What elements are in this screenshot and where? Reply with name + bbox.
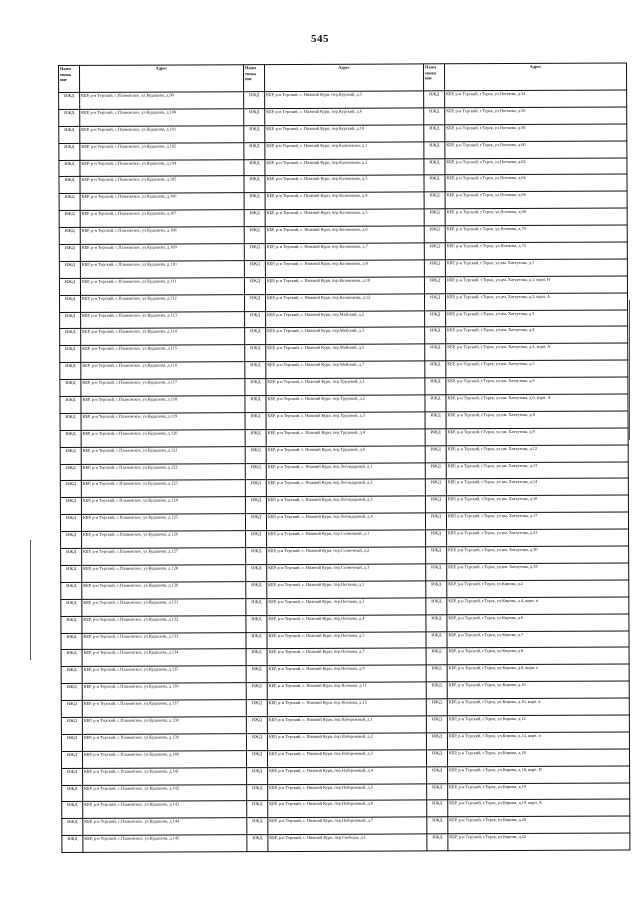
address-cell: КБР, р-н Терский, г.Терек, ул.Кирова, д.10: [447, 681, 629, 699]
object-type-cell: ИЖД: [61, 684, 82, 701]
address-cell: КБР, р-н Терский, г.Терек, ул.Кирова, д.10, корп. в: [447, 698, 629, 716]
object-type-cell: ИЖД: [59, 228, 80, 245]
address-cell: КБР, р-н Терский, с. Нижний Курп, пер.Трудовой, д.1: [266, 378, 425, 396]
address-cell: КБР, р-н Терский, с. Нижний Курп, пер.Легендарный, д.1: [266, 462, 425, 480]
object-type-cell: ИЖД: [425, 310, 446, 327]
object-type-cell: ИЖД: [424, 108, 445, 125]
address-cell: КБР, р-н Терский, с.Плановское, ул.Кудашева, д.140: [82, 750, 246, 768]
address-cell: КБР, р-н Терский, г.Терек, ул.им. Хатхутова, д.30: [447, 546, 629, 564]
object-type-cell: ИЖД: [245, 311, 266, 328]
address-cell: КБР, р-н Терский, с. Нижний Курп, пер.Казаноковa, д.5: [265, 209, 424, 227]
object-type-cell: ИЖД: [61, 717, 82, 734]
address-cell: КБР, р-н Терский, с. Нижний Курп, пер.Казаноковa, д.6: [265, 226, 424, 244]
address-cell: КБР, р-н Терский, с.Плановское, ул.Кудашева, д.109: [80, 244, 244, 262]
object-type-cell: ИЖД: [60, 396, 81, 413]
object-type-cell: ИЖД: [426, 665, 447, 682]
scan-edge-mark: [629, 300, 630, 440]
table-header-row: [59, 63, 627, 92]
object-type-cell: ИЖД: [245, 294, 266, 311]
address-cell: КБР, р-н Терский, с.Плановское, ул.Кудашева, д.135: [82, 666, 246, 684]
object-type-cell: ИЖД: [425, 479, 446, 496]
address-cell: КБР, р-н Терский, г.Терек, ул.им. Хатхутова, д.4: [446, 326, 628, 344]
object-type-cell: ИЖД: [59, 194, 80, 211]
object-type-cell: ИЖД: [425, 395, 446, 412]
object-type-cell: ИЖД: [426, 699, 447, 716]
address-cell: КБР, р-н Терский, с.Плановское, ул.Кудашева, д.104: [80, 159, 244, 177]
address-cell: КБР, р-н Терский, с. Нижний Курп, пер.Казаноковa, д.4: [265, 192, 424, 210]
address-cell: КБР, р-н Терский, г.Терек, ул.им. Хатхутова, д.6, корп. А: [446, 394, 628, 412]
table-row: [62, 833, 630, 852]
object-type-cell: ИЖД: [425, 446, 446, 463]
object-type-cell: ИЖД: [244, 261, 265, 278]
object-type-cell: ИЖД: [59, 278, 80, 295]
address-cell: КБР, р-н Терский, г.Терек, ул.Ногмова, д.62: [445, 158, 627, 176]
object-type-cell: ИЖД: [59, 92, 80, 109]
object-type-cell: ИЖД: [426, 581, 447, 598]
object-type-cell: ИЖД: [244, 176, 265, 193]
object-type-cell: ИЖД: [60, 464, 81, 481]
address-cell: КБР, р-н Терский, с. Нижний Курп, пер.Солнечный, д.1: [267, 530, 426, 548]
object-type-cell: ИЖД: [244, 159, 265, 176]
object-type-cell: ИЖД: [244, 227, 265, 244]
object-type-cell: ИЖД: [246, 598, 267, 615]
address-cell: КБР, р-н Терский, с. Нижний Курп, пер.Набережный, д.1: [267, 716, 426, 734]
object-type-cell: ИЖД: [426, 750, 447, 767]
address-cell: КБР, р-н Терский, с.Плановское, ул.Кудашева, д.128: [82, 565, 246, 583]
object-type-cell: ИЖД: [246, 700, 267, 717]
address-cell: КБР, р-н Терский, с.Плановское, ул.Кудашева, д.118: [81, 396, 245, 414]
table-body: [59, 90, 630, 853]
column-header-address: Адрес: [265, 64, 424, 92]
object-type-cell: ИЖД: [246, 717, 267, 734]
object-type-cell: ИЖД: [245, 480, 266, 497]
address-cell: КБР, р-н Терский, с.Плановское, ул.Кудашева, д.125: [81, 514, 245, 532]
object-type-cell: ИЖД: [427, 817, 448, 834]
object-type-cell: ИЖД: [244, 125, 265, 142]
scan-edge-mark: [30, 540, 31, 660]
object-type-cell: ИЖД: [426, 614, 447, 631]
object-type-cell: ИЖД: [424, 209, 445, 226]
object-type-cell: ИЖД: [60, 295, 81, 312]
address-cell: КБР, р-н Терский, с.Плановское, ул.Кудашева, д.116: [81, 362, 245, 380]
object-type-cell: ИЖД: [245, 497, 266, 514]
object-type-cell: ИЖД: [425, 462, 446, 479]
object-type-cell: ИЖД: [61, 616, 82, 633]
object-type-cell: ИЖД: [426, 682, 447, 699]
address-cell: КБР, р-н Терский, с. Нижний Курп, пер.Майский, д.3: [266, 327, 425, 345]
object-type-cell: ИЖД: [425, 513, 446, 530]
address-cell: КБР, р-н Терский, с. Нижний Курп, пер.Казаноковa, д.7: [265, 243, 424, 261]
object-type-cell: ИЖД: [244, 108, 265, 125]
object-type-cell: ИЖД: [245, 514, 266, 531]
address-cell: КБР, р-н Терский, г.Терек, ул.Кирова, д.19, корп. А: [448, 799, 630, 817]
address-cell: КБР, р-н Терский, с.Плановское, ул.Кудашева, д.100: [80, 109, 244, 127]
object-type-cell: ИЖД: [245, 446, 266, 463]
address-cell: КБР, р-н Терский, с.Плановское, ул.Кудашева, д.105: [80, 176, 244, 194]
address-cell: КБР, р-н Терский, с.Плановское, ул.Кудашева, д.132: [82, 615, 246, 633]
object-type-cell: ИЖД: [59, 177, 80, 194]
address-cell: КБР, р-н Терский, с. Нижний Курп, пер.Солнечный, д.3: [267, 564, 426, 582]
object-type-cell: ИЖД: [59, 126, 80, 143]
address-cell: КБР, р-н Терский, с. Нижний Курп, пер.Легендарный, д.3: [266, 496, 425, 514]
object-type-cell: ИЖД: [245, 463, 266, 480]
object-type-cell: ИЖД: [59, 244, 80, 261]
object-type-cell: ИЖД: [244, 193, 265, 210]
address-cell: КБР, р-н Терский, г.Терек, ул.им. Хатхутова, д.13: [446, 462, 628, 480]
address-cell: КБР, р-н Терский, г.Терек, ул.Ногмова, д.54: [445, 90, 627, 108]
address-cell: КБР, р-н Терский, с.Плановское, ул.Кудашева, д.102: [80, 142, 244, 160]
address-cell: КБР, р-н Терский, г.Терек, ул.Кирова, д.14, корп. и: [447, 732, 629, 750]
address-cell: КБР, р-н Терский, г.Терек, ул.Кирова, д.19: [448, 783, 630, 801]
object-type-cell: ИЖД: [62, 819, 83, 836]
object-type-cell: ИЖД: [244, 92, 265, 109]
address-cell: КБР, р-н Терский, с.Плановское, ул.Кудашева, д.141: [83, 767, 247, 785]
column-header-address: Адрес: [80, 65, 244, 93]
address-cell: КБР, р-н Терский, г.Терек, ул.Кирова, д.4, корп. и: [447, 597, 629, 615]
address-cell: КБР, р-н Терский, с.Плановское, ул.Кудашева, д.112: [81, 294, 245, 312]
address-cell: КБР, р-н Терский, с.Плановское, ул.Кудашева, д.107: [80, 210, 244, 228]
object-type-cell: ИЖД: [61, 700, 82, 717]
address-cell: КБР, р-н Терский, с.Плановское, ул.Кудашева, д.101: [80, 125, 244, 143]
address-cell: КБР, р-н Терский, с.Плановское, ул.Кудашева, д.144: [83, 818, 247, 836]
address-cell: КБР, р-н Терский, с. Нижний Курп, пер.Набережный, д.4: [268, 767, 427, 785]
address-cell: КБР, р-н Терский, с. Нижний Курп, пер.Трудовой, д.4: [266, 429, 425, 447]
object-type-cell: ИЖД: [245, 328, 266, 345]
address-cell: КБР, р-н Терский, с. Нижний Курп, пер.Казаноковa, д.3: [265, 175, 424, 193]
address-cell: КБР, р-н Терский, с. Нижний Курп, пер.Ногмова, д.9: [267, 665, 426, 683]
address-cell: КБР, р-н Терский, с. Нижний Курп, пер.Ногмова, д.7: [267, 648, 426, 666]
object-type-cell: ИЖД: [426, 564, 447, 581]
object-type-cell: ИЖД: [427, 800, 448, 817]
address-cell: КБР, р-н Терский, г.Терек, ул.Ногмова, д.60: [445, 141, 627, 159]
address-cell: КБР, р-н Терский, с. Нижний Курп, пер.Казаноковa, д.12: [266, 294, 425, 312]
object-type-cell: ИЖД: [60, 498, 81, 515]
address-cell: КБР, р-н Терский, с.Плановское, ул.Кудашева, д.133: [82, 632, 246, 650]
address-cell: КБР, р-н Терский, г.Терек, ул.Ногмова, д.58: [445, 124, 627, 142]
address-cell: КБР, р-н Терский, г.Терек, ул.Ногмова, д.72: [445, 242, 627, 260]
address-cell: КБР, р-н Терский, с. Нижний Курп, пер.Трудовой, д.6: [266, 446, 425, 464]
object-type-cell: ИЖД: [426, 733, 447, 750]
address-cell: КБР, р-н Терский, г.Терек, ул.им. Хатхутова, д.9: [446, 428, 628, 446]
object-type-cell: ИЖД: [59, 211, 80, 228]
object-type-cell: ИЖД: [246, 733, 267, 750]
object-type-cell: ИЖД: [61, 548, 82, 565]
address-cell: КБР, р-н Терский, с.Плановское, ул.Кудашева, д.120: [81, 429, 245, 447]
address-cell: КБР, р-н Терский, с. Нижний Курп, пер.Курский, д.10: [265, 125, 424, 143]
object-type-cell: ИЖД: [424, 91, 445, 108]
address-cell: КБР, р-н Терский, г.Терек, ул.им. Хатхутова, д.5: [446, 360, 628, 378]
object-type-cell: ИЖД: [246, 750, 267, 767]
address-cell: КБР, р-н Терский, с. Нижний Курп, пер.Набережный, д.5: [268, 783, 427, 801]
address-cell: КБР, р-н Терский, г.Терек, ул.Кирова, д.8: [447, 647, 629, 665]
object-type-cell: ИЖД: [426, 631, 447, 648]
address-cell: КБР, р-н Терский, г.Терек, ул.им. Хатхутова, д.23: [447, 529, 629, 547]
object-type-cell: ИЖД: [244, 277, 265, 294]
object-type-cell: ИЖД: [425, 496, 446, 513]
address-cell: КБР, р-н Терский, с.Плановское, ул.Кудашева, д.137: [82, 700, 246, 718]
address-table: [58, 63, 630, 854]
column-header-type: Наим енова ние: [244, 65, 265, 92]
address-cell: КБР, р-н Терский, с. Нижний Курп, пер.Трудовой, д.3: [266, 412, 425, 430]
object-type-cell: ИЖД: [60, 363, 81, 380]
object-type-cell: ИЖД: [59, 160, 80, 177]
object-type-cell: ИЖД: [245, 429, 266, 446]
address-cell: КБР, р-н Терский, г.Терек, ул.им. Хатхутова, д.1, корп. Н: [445, 276, 627, 294]
object-type-cell: ИЖД: [61, 667, 82, 684]
object-type-cell: ИЖД: [246, 683, 267, 700]
address-cell: КБР, р-н Терский, с. Нижний Курп, пер.Набережный, д.2: [267, 733, 426, 751]
address-cell: КБР, р-н Терский, с.Плановское, ул.Кудашева, д.111: [80, 277, 244, 295]
object-type-cell: ИЖД: [60, 413, 81, 430]
object-type-cell: ИЖД: [244, 210, 265, 227]
object-type-cell: ИЖД: [246, 531, 267, 548]
object-type-cell: ИЖД: [60, 481, 81, 498]
object-type-cell: ИЖД: [424, 192, 445, 209]
address-cell: КБР, р-н Терский, с. Нижний Курп, пер.Казаноковa, д.10: [265, 277, 424, 295]
object-type-cell: ИЖД: [424, 175, 445, 192]
object-type-cell: ИЖД: [60, 312, 81, 329]
object-type-cell: ИЖД: [247, 767, 268, 784]
object-type-cell: ИЖД: [60, 329, 81, 346]
object-type-cell: ИЖД: [61, 633, 82, 650]
address-cell: КБР, р-н Терский, г.Терек, ул.им. Хатхутова, д.6: [446, 377, 628, 395]
object-type-cell: ИЖД: [59, 109, 80, 126]
address-cell: КБР, р-н Терский, с. Нижний Курп, пер.Казаноковa, д.8: [265, 260, 424, 278]
address-cell: КБР, р-н Терский, с. Нижний Курп, пер.Набережный, д.6: [268, 800, 427, 818]
address-cell: КБР, р-н Терский, с.Плановское, ул.Кудашева, д.117: [81, 379, 245, 397]
address-cell: КБР, р-н Терский, г.Терек, ул.Кирова, д.6: [447, 614, 629, 632]
address-cell: КБР, р-н Терский, г.Терек, ул.им. Хатхутова, д.1: [445, 259, 627, 277]
address-cell: КБР, р-н Терский, г.Терек, ул.Ногмова, д.68: [445, 208, 627, 226]
object-type-cell: ИЖД: [62, 836, 83, 853]
address-cell: КБР, р-н Терский, с. Нижний Курп, пер.Ногмова, д.11: [267, 682, 426, 700]
column-header-address: Адрес: [444, 63, 626, 91]
address-cell: КБР, р-н Терский, г.Терек, ул.им. Хатхутова, д.4, корп. А: [446, 343, 628, 361]
object-type-cell: ИЖД: [424, 260, 445, 277]
object-type-cell: ИЖД: [245, 379, 266, 396]
object-type-cell: ИЖД: [425, 429, 446, 446]
address-cell: КБР, р-н Терский, г.Терек, ул.Ногмова, д.64: [445, 174, 627, 192]
object-type-cell: ИЖД: [246, 649, 267, 666]
address-cell: КБР, р-н Терский, с. Нижний Курп, пер.Казаноковa, д.1: [265, 142, 424, 160]
column-header-type: Наим енова ние: [59, 65, 80, 92]
object-type-cell: ИЖД: [59, 143, 80, 160]
object-type-cell: ИЖД: [60, 447, 81, 464]
object-type-cell: ИЖД: [61, 532, 82, 549]
object-type-cell: ИЖД: [60, 515, 81, 532]
address-cell: КБР, р-н Терский, с. Нижний Курп, пер.Ногмова, д.13: [267, 699, 426, 717]
address-cell: КБР, р-н Терский, с. Нижний Курп, пер.Набережный, д.7: [268, 817, 427, 835]
object-type-cell: ИЖД: [60, 430, 81, 447]
address-cell: КБР, р-н Терский, с.Плановское, ул.Кудашева, д.106: [80, 193, 244, 211]
object-type-cell: ИЖД: [427, 783, 448, 800]
address-cell: КБР, р-н Терский, с.Плановское, ул.Кудашева, д.127: [82, 548, 246, 566]
address-cell: КБР, р-н Терский, с.Плановское, ул.Кудашева, д.115: [81, 345, 245, 363]
address-cell: КБР, р-н Терский, с. Нижний Курп, пер.Легендарный, д.4: [266, 513, 425, 531]
address-cell: КБР, р-н Терский, с.Плановское, ул.Кудашева, д.124: [81, 497, 245, 515]
object-type-cell: ИЖД: [246, 632, 267, 649]
address-cell: КБР, р-н Терский, с. Нижний Курп, пер.Курский, д.5: [265, 91, 424, 109]
address-cell: КБР, р-н Терский, г.Терек, ул.Кирова, д.18: [447, 749, 629, 767]
object-type-cell: ИЖД: [245, 413, 266, 430]
object-type-cell: ИЖД: [246, 548, 267, 565]
object-type-cell: ИЖД: [62, 802, 83, 819]
object-type-cell: ИЖД: [60, 346, 81, 363]
address-cell: КБР, р-н Терский, г.Терек, ул.им. Хатхутова, д.2, корп. А: [446, 293, 628, 311]
object-type-cell: ИЖД: [427, 834, 448, 851]
object-type-cell: ИЖД: [246, 581, 267, 598]
address-cell: КБР, р-н Терский, с.Плановское, ул.Кудашева, д.110: [80, 261, 244, 279]
object-type-cell: ИЖД: [61, 582, 82, 599]
object-type-cell: ИЖД: [427, 766, 448, 783]
address-cell: КБР, р-н Терский, с. Нижний Курп, пер.Легендарный, д.2: [266, 479, 425, 497]
address-cell: КБР, р-н Терский, г.Терек, ул.Кирова, д.20: [448, 816, 630, 834]
address-cell: КБР, р-н Терский, с.Плановское, ул.Кудашева, д.121: [81, 446, 245, 464]
object-type-cell: ИЖД: [424, 277, 445, 294]
address-cell: КБР, р-н Терский, г.Терек, ул.им. Хатхутова, д.12: [446, 445, 628, 463]
object-type-cell: ИЖД: [246, 565, 267, 582]
address-cell: КБР, р-н Терский, с.Плановское, ул.Кудашева, д.134: [82, 649, 246, 667]
address-cell: КБР, р-н Терский, г.Терек, ул.Ногмова, д.66: [445, 191, 627, 209]
address-cell: КБР, р-н Терский, с.Плановское, ул.Кудашева, д.131: [82, 598, 246, 616]
object-type-cell: ИЖД: [61, 751, 82, 768]
object-type-cell: ИЖД: [247, 818, 268, 835]
address-cell: КБР, р-н Терский, с.Плановское, ул.Кудашева, д.99: [80, 92, 244, 110]
address-cell: КБР, р-н Терский, с. Нижний Курп, пер.Майский, д.2: [266, 310, 425, 328]
object-type-cell: ИЖД: [247, 784, 268, 801]
address-cell: КБР, р-н Терский, с. Нижний Курп, пер.Свободы, д.1: [268, 834, 427, 852]
object-type-cell: ИЖД: [425, 378, 446, 395]
object-type-cell: ИЖД: [61, 734, 82, 751]
address-cell: КБР, р-н Терский, с. Нижний Курп, пер.Набережный, д.3: [267, 750, 426, 768]
address-cell: КБР, р-н Терский, с.Плановское, ул.Кудашева, д.122: [81, 463, 245, 481]
address-cell: КБР, р-н Терский, г.Терек, ул.им. Хатхутова, д.17: [446, 512, 628, 530]
address-cell: КБР, р-н Терский, г.Терек, ул.им. Хатхутова, д.14: [446, 478, 628, 496]
object-type-cell: ИЖД: [424, 243, 445, 260]
address-cell: КБР, р-н Терский, г.Терек, ул.Ногмова, д.70: [445, 225, 627, 243]
object-type-cell: ИЖД: [244, 142, 265, 159]
object-type-cell: ИЖД: [61, 599, 82, 616]
object-type-cell: ИЖД: [246, 666, 267, 683]
address-cell: КБР, р-н Терский, с.Плановское, ул.Кудашева, д.136: [82, 683, 246, 701]
object-type-cell: ИЖД: [426, 716, 447, 733]
address-cell: КБР, р-н Терский, с. Нижний Курп, пер.Майский, д.5: [266, 344, 425, 362]
address-cell: КБР, р-н Терский, с. Нижний Курп, пер.Ногмова, д.4: [267, 615, 426, 633]
object-type-cell: ИЖД: [426, 598, 447, 615]
object-type-cell: ИЖД: [426, 530, 447, 547]
address-cell: КБР, р-н Терский, с. Нижний Курп, пер.Солнечный, д.2: [267, 547, 426, 565]
object-type-cell: ИЖД: [424, 125, 445, 142]
object-type-cell: ИЖД: [59, 261, 80, 278]
object-type-cell: ИЖД: [245, 345, 266, 362]
address-cell: КБР, р-н Терский, с.Плановское, ул.Кудашева, д.143: [83, 801, 247, 819]
object-type-cell: ИЖД: [426, 648, 447, 665]
address-cell: КБР, р-н Терский, с.Плановское, ул.Кудашева, д.114: [81, 328, 245, 346]
object-type-cell: ИЖД: [246, 615, 267, 632]
object-type-cell: ИЖД: [62, 768, 83, 785]
object-type-cell: ИЖД: [61, 650, 82, 667]
address-cell: КБР, р-н Терский, с. Нижний Курп, пер.Майский, д.7: [266, 361, 425, 379]
object-type-cell: ИЖД: [61, 565, 82, 582]
address-cell: КБР, р-н Терский, г.Терек, ул.им. Хатхутова, д.8: [446, 411, 628, 429]
object-type-cell: ИЖД: [245, 396, 266, 413]
address-cell: КБР, р-н Терский, г.Терек, ул.Кирова, д.18, корп. Н: [448, 766, 630, 784]
address-cell: КБР, р-н Терский, с.Плановское, ул.Кудашева, д.123: [81, 480, 245, 498]
address-cell: КБР, р-н Терский, с.Плановское, ул.Кудашева, д.119: [81, 413, 245, 431]
address-cell: КБР, р-н Терский, с.Плановское, ул.Кудашева, д.138: [82, 717, 246, 735]
object-type-cell: ИЖД: [60, 380, 81, 397]
object-type-cell: ИЖД: [424, 226, 445, 243]
address-cell: КБР, р-н Терский, с.Плановское, ул.Кудашева, д.142: [83, 784, 247, 802]
address-cell: КБР, р-н Терский, г.Терек, ул.им. Хатхутова, д.16: [446, 495, 628, 513]
address-cell: КБР, р-н Терский, с.Плановское, ул.Кудашева, д.145: [83, 835, 247, 853]
address-cell: КБР, р-н Терский, г.Терек, ул.Кирова, д.22: [448, 833, 630, 851]
object-type-cell: ИЖД: [424, 141, 445, 158]
address-cell: КБР, р-н Терский, г.Терек, ул.Кирова, д.2: [447, 580, 629, 598]
address-cell: КБР, р-н Терский, г.Терек, ул.Ногмова, д.56: [445, 107, 627, 125]
object-type-cell: ИЖД: [425, 293, 446, 310]
object-type-cell: ИЖД: [245, 362, 266, 379]
address-cell: КБР, р-н Терский, с. Нижний Курп, пер.Курский, д.6: [265, 108, 424, 126]
address-cell: КБР, р-н Терский, с. Нижний Курп, пер.Ногмова, д.3: [267, 598, 426, 616]
object-type-cell: ИЖД: [424, 158, 445, 175]
object-type-cell: ИЖД: [426, 547, 447, 564]
address-cell: КБР, р-н Терский, с. Нижний Курп, пер.Казаноковa, д.2: [265, 158, 424, 176]
object-type-cell: ИЖД: [62, 785, 83, 802]
address-cell: КБР, р-н Терский, с.Плановское, ул.Кудашева, д.139: [82, 734, 246, 752]
address-cell: КБР, р-н Терский, с. Нижний Курп, пер.Ногмова, д.5: [267, 631, 426, 649]
object-type-cell: ИЖД: [425, 327, 446, 344]
object-type-cell: ИЖД: [425, 412, 446, 429]
object-type-cell: ИЖД: [425, 344, 446, 361]
page-number: 545: [311, 33, 329, 45]
address-cell: КБР, р-н Терский, г.Терек, ул.Кирова, д.12: [447, 715, 629, 733]
address-cell: КБР, р-н Терский, с.Плановское, ул.Кудашева, д.113: [81, 311, 245, 329]
address-cell: КБР, р-н Терский, г.Терек, ул.им. Хатхутова, д.33: [447, 563, 629, 581]
column-header-type: Наим енова ние: [423, 64, 444, 91]
address-cell: КБР, р-н Терский, г.Терек, ул.Кирова, д.7: [447, 631, 629, 649]
object-type-cell: ИЖД: [247, 835, 268, 852]
address-cell: КБР, р-н Терский, с.Плановское, ул.Кудашева, д.126: [82, 531, 246, 549]
object-type-cell: ИЖД: [425, 361, 446, 378]
address-cell: КБР, р-н Терский, с.Плановское, ул.Кудашева, д.108: [80, 227, 244, 245]
object-type-cell: ИЖД: [244, 244, 265, 261]
address-cell: КБР, р-н Терский, с. Нижний Курп, пер.Ногмова, д.1: [267, 581, 426, 599]
object-type-cell: ИЖД: [247, 801, 268, 818]
address-cell: КБР, р-н Терский, с. Нижний Курп, пер.Трудовой, д.2: [266, 395, 425, 413]
address-cell: КБР, р-н Терский, г.Терек, ул.им. Хатхутова, д.3: [446, 310, 628, 328]
address-cell: КБР, р-н Терский, с.Плановское, ул.Кудашева, д.130: [82, 582, 246, 600]
address-cell: КБР, р-н Терский, г.Терек, ул.Кирова, д.8, корп. а: [447, 664, 629, 682]
